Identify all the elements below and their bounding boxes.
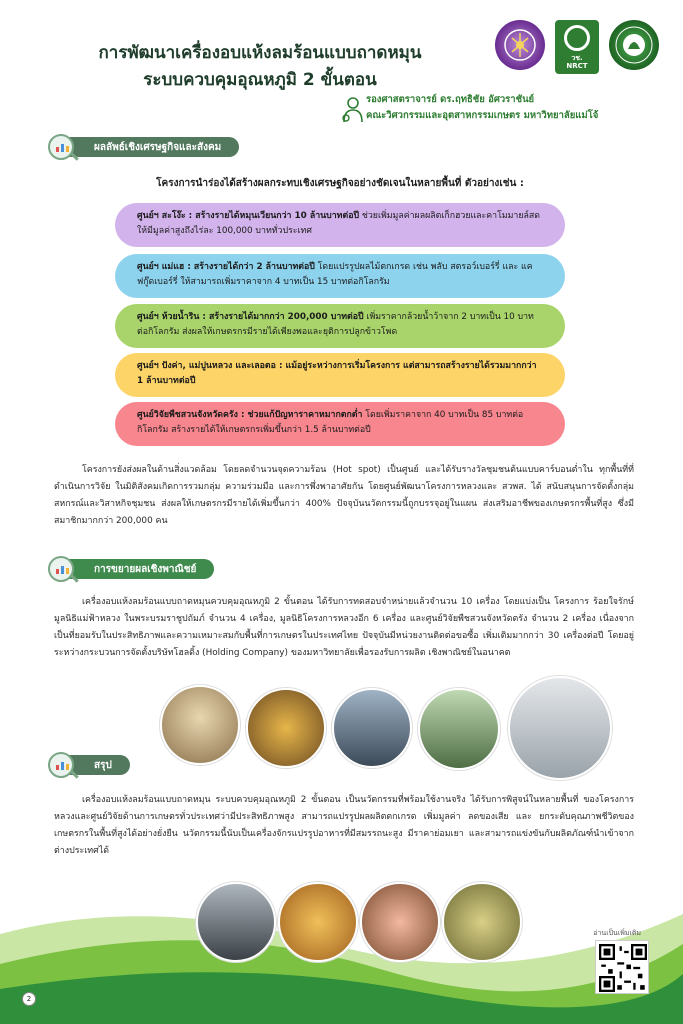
impact-box-2-text: โดยแปรรูปผลไม้ตกเกรด เช่น พลับ สตรอว์เบอร์รี่ และ แคฟกู๊ดเบอร์รี่ ให้สามารถเพิ่มราคาจาก 4 บาทเป็น 15 บาทต่อกิโลกรัม xyxy=(137,262,533,287)
qr-label: อ่านเป็นเพิ่มเติม xyxy=(593,929,641,937)
section-header-commercial xyxy=(48,558,214,580)
magnifier-chart-icon xyxy=(48,556,74,582)
photo-community-group xyxy=(418,688,500,770)
impact-box-4-bold: ศูนย์ฯ ปังค่า, แม่ปูนหลวง และเลอตอ : แม้อยู่ระหว่างการเริ่มโครงการ แต่สามารถสร้างรายได้รวมมากกว่า 1 ล้านบาทต่อปี xyxy=(137,361,537,386)
page-number: 2 xyxy=(22,992,36,1006)
section-title-commercial: การขยายผลเชิงพาณิชย์ xyxy=(60,559,214,579)
photo-officials xyxy=(196,882,276,962)
title-line-1: การพัฒนาเครื่องอบแห้งลมร้อนแบบถาดหมุน xyxy=(98,43,422,63)
magnifier-chart-icon xyxy=(48,752,74,778)
photo-drying-fruit xyxy=(278,882,358,962)
author-name: รองศาสตราจารย์ ดร.ฤทธิชัย อัศวราชันย์ xyxy=(366,94,535,105)
impact-box-2-bold: ศูนย์ฯ แม่แฮ : สร้างรายได้กว่า 2 ล้านบาทต่อปี xyxy=(137,262,315,272)
logo-group xyxy=(495,20,659,74)
photo-dryer-machine xyxy=(508,676,612,780)
page-title xyxy=(40,40,480,94)
impact-box-2 xyxy=(115,254,565,298)
impact-box-4 xyxy=(115,353,565,397)
author-affiliation: คณะวิศวกรรมและอุตสาหกรรมเกษตร มหาวิทยาลัยแม่โจ้ xyxy=(366,110,599,121)
university-seal-icon xyxy=(614,25,654,65)
section-title-impact: ผลลัพธ์เชิงเศรษฐกิจและสังคม xyxy=(60,137,239,157)
photo-group-meeting xyxy=(332,688,412,768)
impact-box-3-text: เพิ่มราคากล้วยน้ำว้าจาก 2 บาทเป็น 10 บาท ต่อกิโลกรัม ส่งผลให้เกษตรกรมีรายได้เพียงพอและยุติการปลูกข้าวโพด xyxy=(137,312,534,337)
impact-box-5 xyxy=(115,402,565,446)
section-header-impact xyxy=(48,136,239,158)
researcher-icon xyxy=(342,96,364,124)
impact-box-5-text: โดยเพิ่มราคาจาก 40 บาทเป็น 85 บาทต่อ กิโลกรัม สร้างรายได้ให้เกษตรกรเพิ่มขึ้นกว่า 1.5 ล้านบาทต่อปี xyxy=(137,410,524,435)
institution-logo-purple xyxy=(495,20,545,70)
mju-logo xyxy=(609,20,659,70)
section-header-summary xyxy=(48,754,130,776)
magnifier-chart-icon xyxy=(48,134,74,160)
author-block xyxy=(366,92,666,124)
impact-paragraph: โครงการยังส่งผลในด้านสิ่งแวดล้อม โดยลดจำนวนจุดความร้อน (Hot spot) เป็นศูนย์ และได้รับรางวัลชุมชนต้นแบบคาร์บอนต่ำใน ทุกพื้นที่ที่ดำเนินการวิจัย ในมิติสังคมเกิดการรวมกลุ่ม ความร่วมมือ และการพึ่งพาอาศัยกัน โดยศูนย์พัฒนาโครงการหลวงและ สวพส. ได้ สนับสนุนการจัดตั้งกลุ่มสหกรณ์และวิสาหกิจชุมชน ส่งผลให้เกษตรกรมีรายได้เพิ่มขึ้นกว่า 400% ปัจจุบันนวัตกรรมนี้ถูกบรรจุอยู่ในแผน ส่งเสริมอาชีพของเกษตรกรพื้นที่สูง ซึ่งมีสมาชิกมากกว่า 200,000 คน xyxy=(54,465,634,526)
impact-box-1-bold: ศูนย์ฯ สะโง๊ะ : สร้างรายได้หมุนเวียนกว่า 10 ล้านบาทต่อปี xyxy=(137,211,360,221)
photo-drying-trays xyxy=(160,685,240,765)
photo-packaged-goods xyxy=(442,882,522,962)
intro-text: โครงการนำร่องได้สร้างผลกระทบเชิงเศรษฐกิจอย่างชัดเจนในหลายพื้นที่ ตัวอย่างเช่น : xyxy=(156,178,524,189)
qr-code[interactable] xyxy=(595,940,649,994)
title-line-2: ระบบควบคุมอุณหภูมิ 2 ขั้นตอน xyxy=(143,70,377,90)
summary-paragraph: เครื่องอบแห้งลมร้อนแบบถาดหมุน ระบบควบคุมอุณหภูมิ 2 ขั้นตอน เป็นนวัตกรรมที่พร้อมใช้งานจริง ได้รับการพิสูจน์ในหลายพื้นที่ ของโครงการหลวงและศูนย์วิจัยด้านการเกษตรทั่วประเทศว่ามีประสิทธิภาพสูง สามารถแปรรูปผลผลิตตกเกรด เพิ่มมูลค่า ลดของเสีย และ ยกระดับคุณภาพชีวิตของเกษตรกรในพื้นที่สูงได้อย่างยั่งยืน นวัตกรรมนี้นับเป็นเครื่องจักรแปรรูปอาหารที่มีสมรรถนะสูง มีราคาย่อมเยา และสามารถแข่งขันกับผลิตภัณฑ์นำเข้าจากต่างประเทศได้ xyxy=(54,795,634,856)
nrct-logo xyxy=(555,20,599,74)
nrct-ring-icon xyxy=(564,25,590,51)
commercial-paragraph: เครื่องอบแห้งลมร้อนแบบถาดหมุนควบคุมอุณหภูมิ 2 ขั้นตอน ได้รับการทดสอบจำหน่ายแล้วจำนวน 10 เครื่อง โดยแบ่งเป็น โครงการ ร้อยใจรักษ์ มูลนิธิแม่ฟ้าหลวง ในพระบรมราชูปถัมภ์ จำนวน 4 เครื่อง, มูลนิธิโครงการหลวงอีก 6 เครื่อง และศูนย์วิจัยพืชสวนจังหวัดตรัง จำนวน 2 เครื่อง เนื่องจากเป็นที่ยอมรับในประสิทธิภาพและความเหมาะสมกับพื้นที่การเกษตรในประเทศไทย ปัจจุบันมีหน่วยงานติดต่อขอซื้อ เพิ่มเติมมากกว่า 30 เครื่องต่อปี โดยอยู่ระหว่างกระบวนการจัดตั้งบริษัทโฮลดิ้ง (Holding Company) ของมหาวิทยาลัยเพื่อรองรับการผลิต เชิงพาณิชย์ในอนาคต xyxy=(54,597,634,658)
impact-box-1 xyxy=(115,203,565,247)
nrct-logo-text: วช. NRCT xyxy=(566,53,588,70)
photo-farmer-product xyxy=(360,882,440,962)
impact-box-3-bold: ศูนย์ฯ ห้วยน้ำริน : สร้างรายได้มากกว่า 200,000 บาทต่อปี xyxy=(137,312,364,322)
impact-box-5-bold: ศูนย์วิจัยพืชสวนจังหวัดครัง : ช่วยแก้ปัญหาราคาหมากตกต่ำ xyxy=(137,410,363,420)
section-title-summary: สรุป xyxy=(60,755,130,775)
impact-box-3 xyxy=(115,304,565,348)
seal-icon xyxy=(503,28,537,62)
photo-dried-products xyxy=(246,688,326,768)
impact-box-1-text: ช่วยเพิ่มมูลค่าผลผลิตเก็กฮวยและคาโมมายล์สด ให้มีมูลค่าสูงถึงไร่ละ 100,000 บาททั่วประเทศ xyxy=(137,211,540,236)
qr-code-icon xyxy=(599,944,647,992)
